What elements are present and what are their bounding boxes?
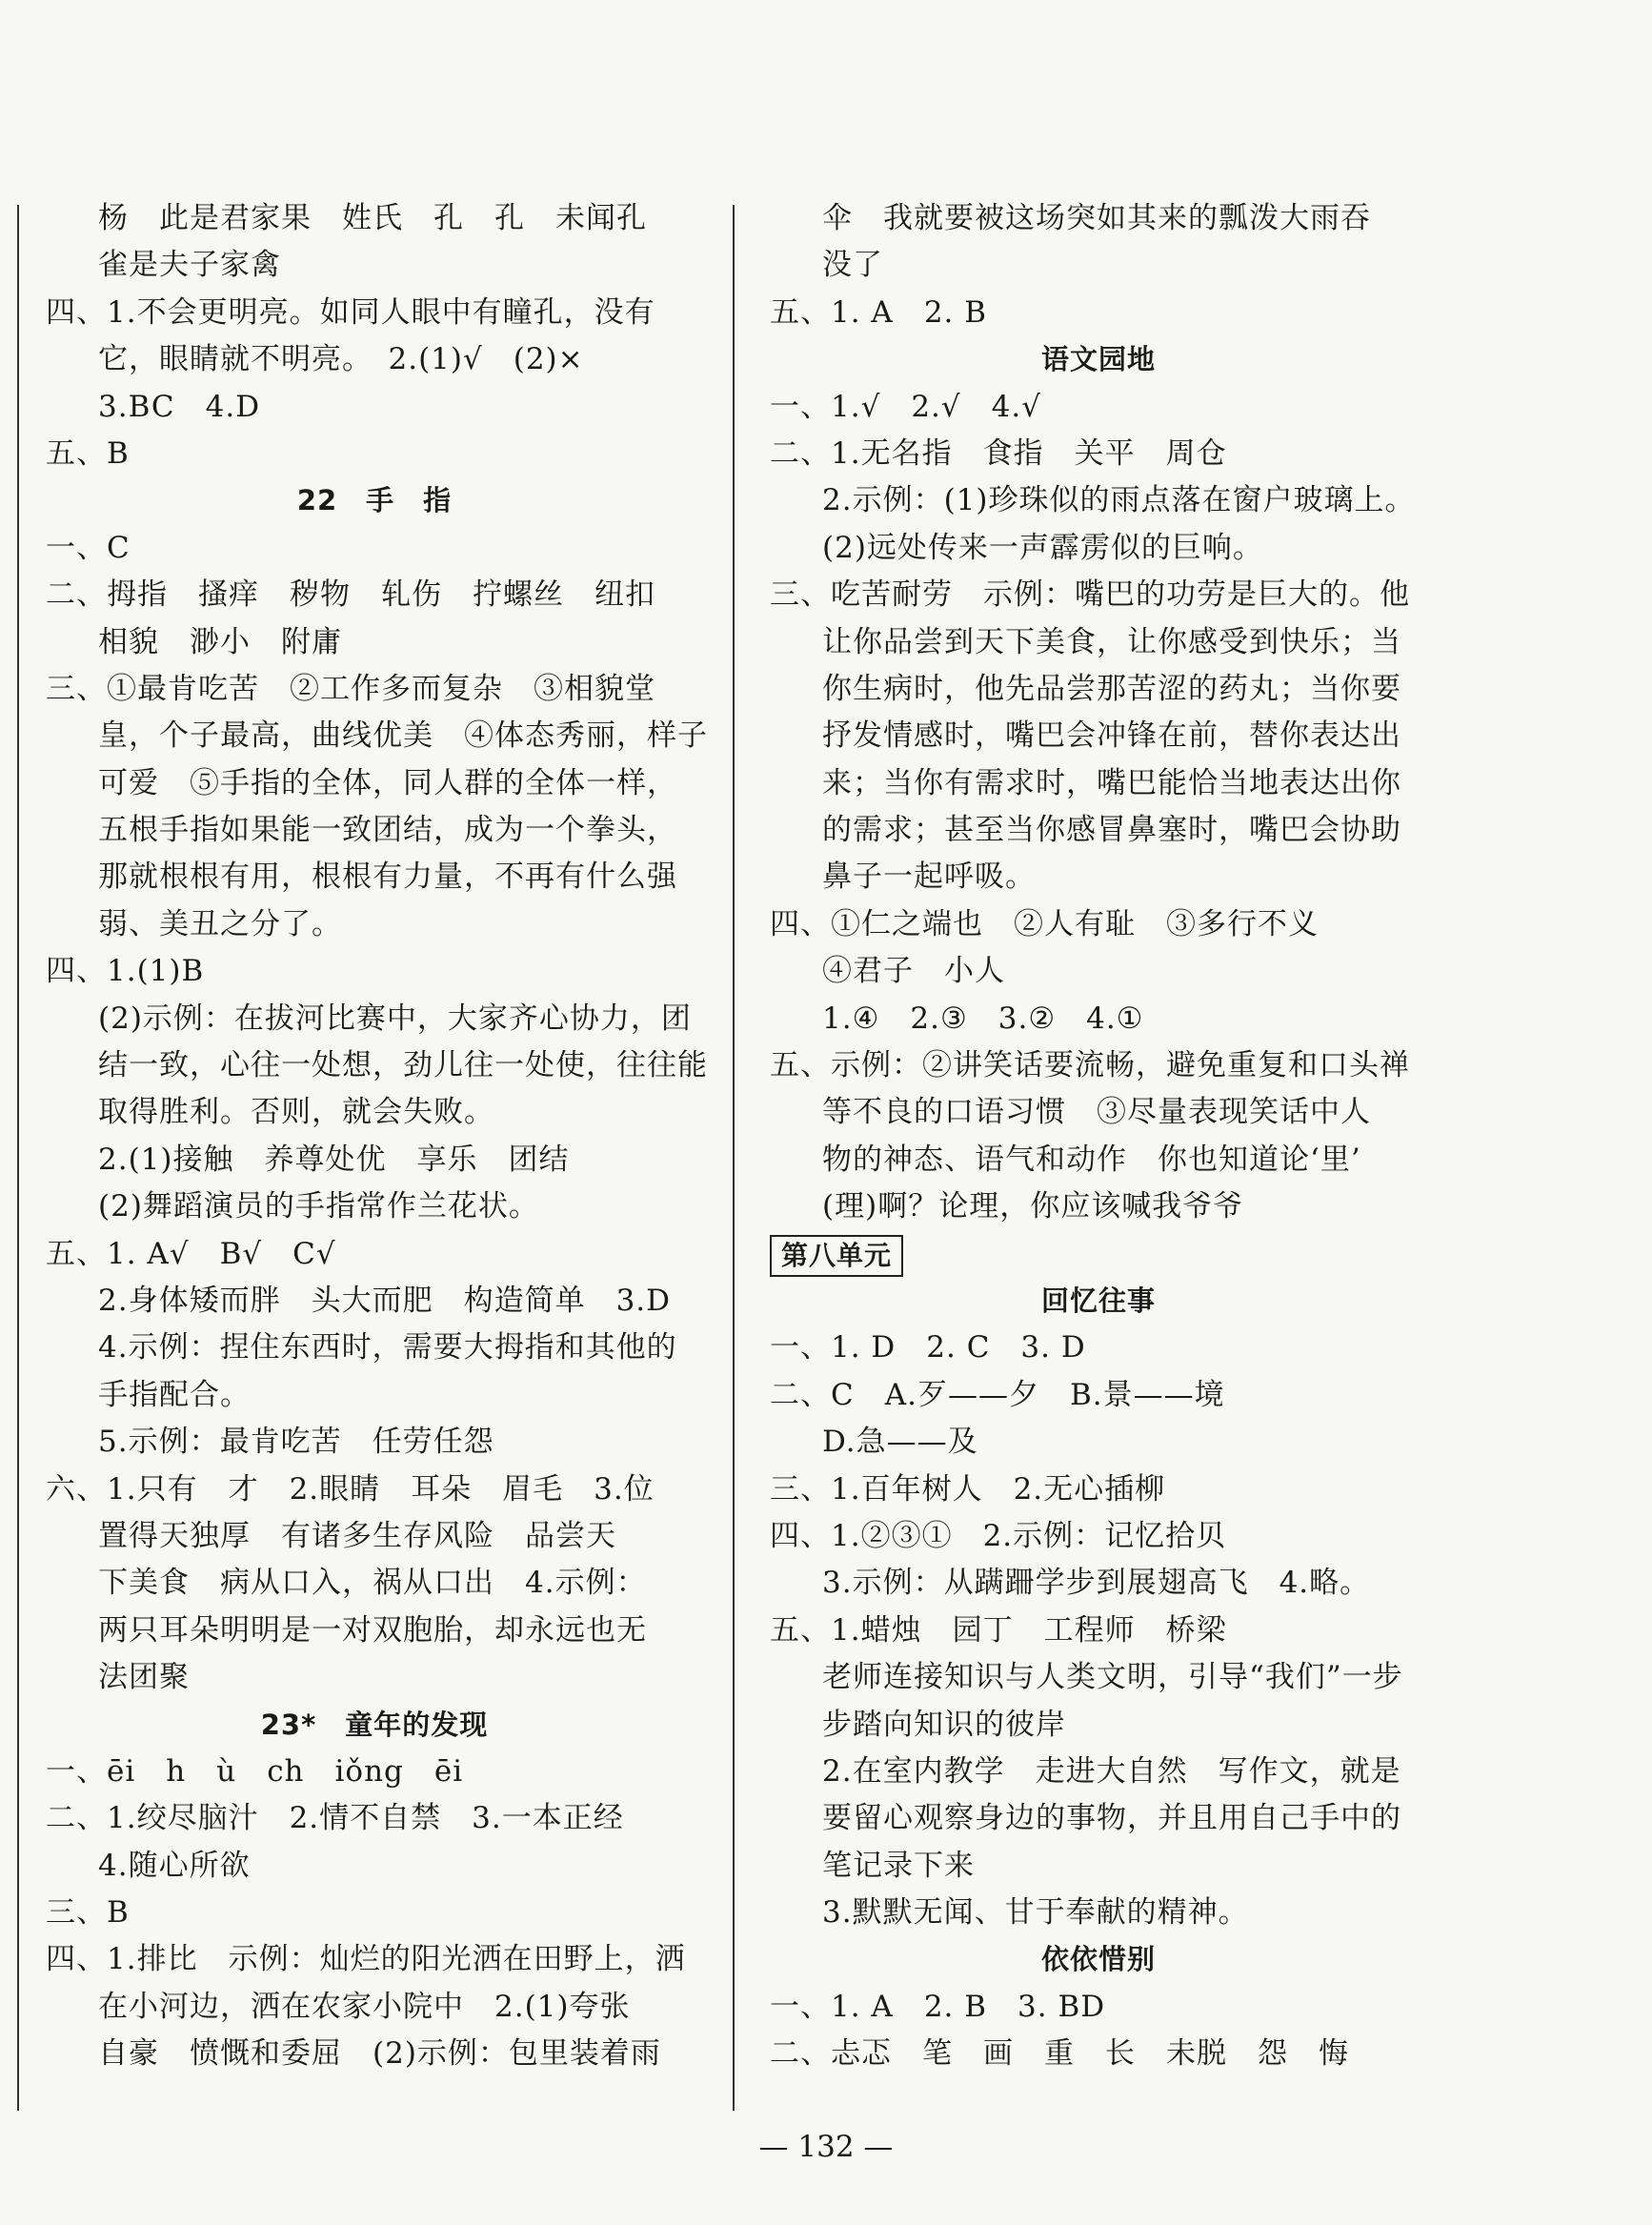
answer-continuation-line: (2)远处传来一声霹雳似的巨响。 [822,530,1263,565]
answer-continuation-line: 下美食 病从口入，祸从口出 4.示例： [98,1566,647,1601]
answer-continuation-line: 4.示例：捏住东西时，需要大拇指和其他的 [98,1330,677,1365]
answer-line: 三、B [46,1895,130,1931]
section-heading: 22 手 指 [296,484,453,517]
answer-continuation-line: 可爱 ⑤手指的全体，同人群的全体一样， [98,765,677,800]
page-number: — 132 — [758,2130,894,2164]
answer-continuation-line: 相貌 渺小 附庸 [98,624,342,659]
answer-line: 三、①最肯吃苦 ②工作多而复杂 ③相貌堂 [46,671,655,706]
section-heading: 23* 童年的发现 [260,1708,489,1741]
answer-continuation-line: (2)舞蹈演员的手指常作兰花状。 [98,1189,539,1224]
answer-continuation-line: 老师连接知识与人类文明，引导“我们”一步 [822,1660,1403,1695]
answer-line: 二、1.无名指 食指 关平 周仓 [770,435,1227,471]
answer-continuation-line: 3.默默无闻、甘于奉献的精神。 [822,1895,1249,1931]
answer-line: 五、B [46,435,130,471]
answer-continuation-line: ④君子 小人 [822,954,1005,989]
answer-continuation-line: 雀是夫子家禽 [98,248,281,283]
answer-line: 四、1.②③① 2.示例：记忆拾贝 [770,1518,1227,1553]
answer-continuation-line: 鼻子一起呼吸。 [822,860,1036,895]
answer-continuation-line: 置得天独厚 有诸多生存风险 品尝天 [98,1518,616,1553]
answer-line: 六、1.只有 才 2.眼睛 耳朵 眉毛 3.位 [46,1471,655,1507]
column-divider [733,205,735,2111]
answer-continuation-line: 2.示例：(1)珍珠似的雨点落在窗户玻璃上。 [822,483,1416,518]
answer-continuation-line: 法团聚 [98,1660,190,1695]
answer-continuation-line: 4.随心所欲 [98,1848,251,1883]
answer-line: 二、忐忑 笔 画 重 长 未脱 怨 悔 [770,2036,1349,2072]
answer-continuation-line: 手指配合。 [98,1377,251,1412]
answer-continuation-line: 五根手指如果能一致团结，成为一个拳头， [98,813,677,848]
section-heading: 回忆往事 [1040,1284,1156,1317]
answer-continuation-line: 自豪 愤慨和委屈 (2)示例：包里装着雨 [98,2036,661,2072]
answer-continuation-line: 物的神态、语气和动作 你也知道论‘里’ [822,1142,1361,1177]
answer-line: 四、1.不会更明亮。如同人眼中有瞳孔，没有 [46,294,655,330]
answer-line: 四、1.排比 示例：灿烂的阳光洒在田野上，洒 [46,1942,686,1977]
answer-continuation-line: 5.示例：最肯吃苦 任劳任怨 [98,1425,494,1460]
answer-line: 一、ēi h ù ch iǒng ēi [46,1753,464,1789]
answer-continuation-line: 它，眼睛就不明亮。 2.(1)√ (2)× [98,342,584,377]
answer-continuation-line: 步踏向知识的彼岸 [822,1707,1066,1742]
answer-line: 三、吃苦耐劳 示例：嘴巴的功劳是巨大的。他 [770,577,1410,613]
answer-line: 一、1. A 2. B 3. BD [770,1989,1106,2024]
answer-line: 四、1.(1)B [46,954,205,989]
answer-continuation-line: 来；当你有需求时，嘴巴能恰当地表达出你 [822,765,1401,800]
answer-continuation-line: 笔记录下来 [822,1848,975,1883]
answer-continuation-line: 两只耳朵明明是一对双胞胎，却永远也无 [98,1612,647,1648]
answer-continuation-line: 你生病时，他先品尝那苦涩的药丸；当你要 [822,671,1401,706]
unit-label-row [770,1231,1427,1278]
answer-line: 一、1. D 2. C 3. D [770,1330,1086,1365]
answer-continuation-line: 结一致，心往一处想，劲儿往一处使，往往能 [98,1048,708,1083]
answer-continuation-line: 要留心观察身边的事物，并且用自己手中的 [822,1801,1401,1836]
answer-continuation-line: (2)示例：在拔河比赛中，大家齐心协力，团 [98,1001,692,1036]
answer-line: 一、1.√ 2.√ 4.√ [770,389,1041,424]
answer-continuation-line: 弱、美丑之分了。 [98,906,342,941]
answer-continuation-line: (理)啊？论理，你应该喊我爷爷 [822,1189,1244,1224]
left-border-rule [17,205,19,2111]
answer-continuation-line: 3.示例：从蹒跚学步到展翅高飞 4.略。 [822,1566,1371,1601]
answer-continuation-line: 杨 此是君家果 姓氏 孔 孔 未闻孔 [98,201,647,235]
answer-line: 三、1.百年树人 2.无心插柳 [770,1471,1166,1507]
answer-line: 五、1. A 2. B [770,294,988,330]
answer-continuation-line: 在小河边，洒在农家小院中 2.(1)夸张 [98,1989,631,2024]
answer-continuation-line: 伞 我就要被这场突如其来的瓢泼大雨吞 [822,201,1371,235]
right-column [770,195,1427,2078]
answer-continuation-line: 那就根根有用，根根有力量，不再有什么强 [98,860,677,895]
answer-continuation-line: 1.④ 2.③ 3.② 4.① [822,1001,1144,1036]
answer-line: 五、1. A√ B√ C√ [46,1236,336,1271]
answer-line: 二、C A.歹——夕 B.景——境 [770,1377,1225,1412]
answer-line: 四、①仁之端也 ②人有耻 ③多行不义 [770,906,1319,941]
answer-continuation-line: 皇，个子最高，曲线优美 ④体态秀丽，样子 [98,718,708,754]
left-column [46,195,708,2078]
answer-continuation-line: 2.在室内教学 走进大自然 写作文，就是 [822,1753,1401,1789]
answer-continuation-line: 抒发情感时，嘴巴会冲锋在前，替你表达出 [822,718,1401,754]
section-heading: 依依惜别 [1040,1943,1156,1976]
answer-continuation-line: 没了 [822,248,883,283]
answer-continuation-line: 2.身体矮而胖 头大而肥 构造简单 3.D [98,1283,672,1318]
answer-continuation-line: D.急——及 [822,1425,978,1460]
answer-line: 二、拇指 搔痒 秽物 轧伤 拧螺丝 纽扣 [46,577,655,613]
answer-line: 五、示例：②讲笑话要流畅，避免重复和口头禅 [770,1048,1410,1083]
answer-line: 二、1.绞尽脑汁 2.情不自禁 3.一本正经 [46,1801,624,1836]
answer-continuation-line: 取得胜利。否则，就会失败。 [98,1095,494,1130]
answer-continuation-line: 等不良的口语习惯 ③尽量表现笑话中人 [822,1095,1371,1130]
unit-label-box: 第八单元 [770,1235,903,1277]
answer-continuation-line: 2.(1)接触 养尊处优 享乐 团结 [98,1142,570,1177]
answer-line: 五、1.蜡烛 园丁 工程师 桥梁 [770,1612,1227,1648]
answer-continuation-line: 让你品尝到天下美食，让你感受到快乐；当 [822,624,1401,659]
answer-continuation-line: 3.BC 4.D [98,389,261,424]
answer-continuation-line: 的需求；甚至当你感冒鼻塞时，嘴巴会协助 [822,813,1401,848]
section-heading: 语文园地 [1040,343,1156,376]
answer-line: 一、C [46,530,131,565]
